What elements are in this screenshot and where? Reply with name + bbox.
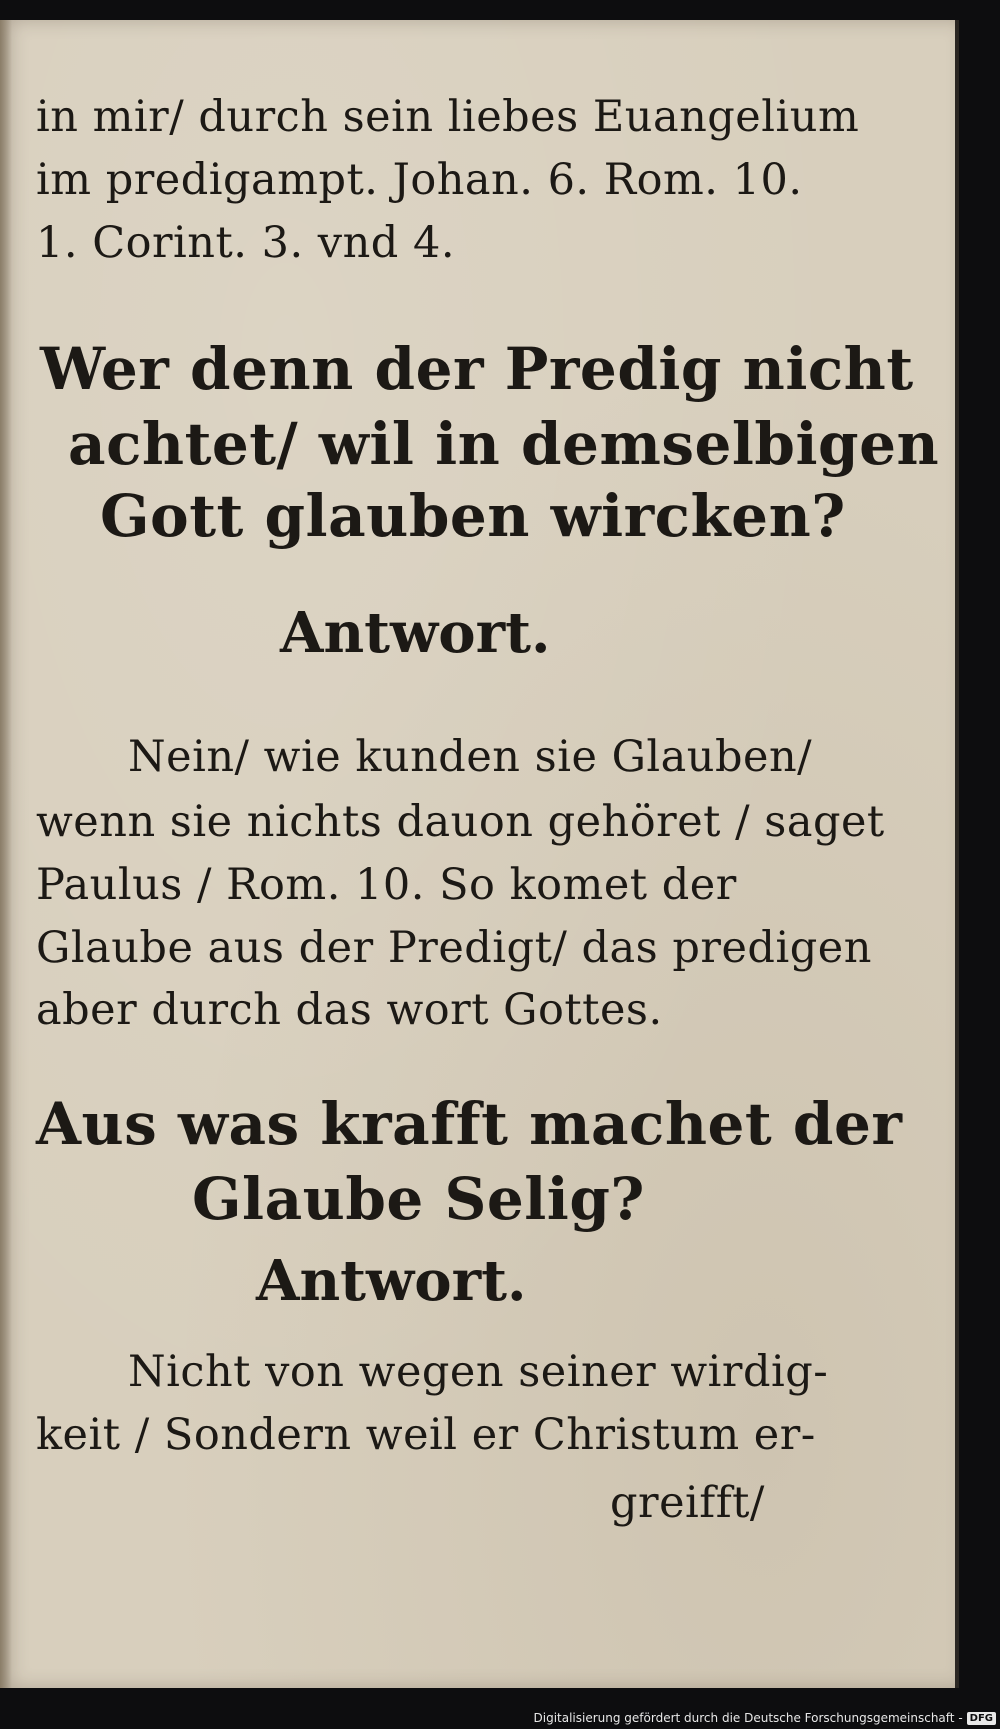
body-line: keit / Sondern weil er Christum er- [36, 1410, 816, 1460]
question-heading: Glaube Selig? [192, 1165, 645, 1233]
body-line: Paulus / Rom. 10. So komet der [36, 860, 737, 910]
body-line: wenn sie nichts dauon gehöret / saget [36, 797, 885, 847]
body-line: Glaube aus der Predigt/ das predigen [36, 923, 872, 973]
question-heading: Aus was krafft machet der [36, 1090, 903, 1158]
body-line: Nicht von wegen seiner wirdig- [128, 1347, 829, 1397]
catchword: greifft/ [610, 1478, 765, 1528]
body-line: Nein/ wie kunden sie Glauben/ [128, 732, 813, 782]
body-line: 1. Corint. 3. vnd 4. [36, 218, 456, 268]
credit-text: Digitalisierung gefördert durch die Deutsche Forschungsgemeinschaft - [533, 1711, 963, 1725]
page-gutter [0, 20, 12, 1688]
question-heading: Wer denn der Predig nicht [40, 335, 914, 403]
question-heading: achtet/ wil in demselbigen [68, 410, 940, 478]
digitization-credit [534, 1709, 997, 1727]
answer-label: Antwort. [280, 600, 551, 666]
dfg-logo: DFG [967, 1712, 996, 1725]
body-line: aber durch das wort Gottes. [36, 985, 663, 1035]
body-line: in mir/ durch sein liebes Euangelium [36, 92, 860, 142]
body-line: im predigampt. Johan. 6. Rom. 10. [36, 155, 803, 205]
question-heading: Gott glauben wircken? [100, 482, 846, 550]
answer-label: Antwort. [256, 1248, 527, 1314]
